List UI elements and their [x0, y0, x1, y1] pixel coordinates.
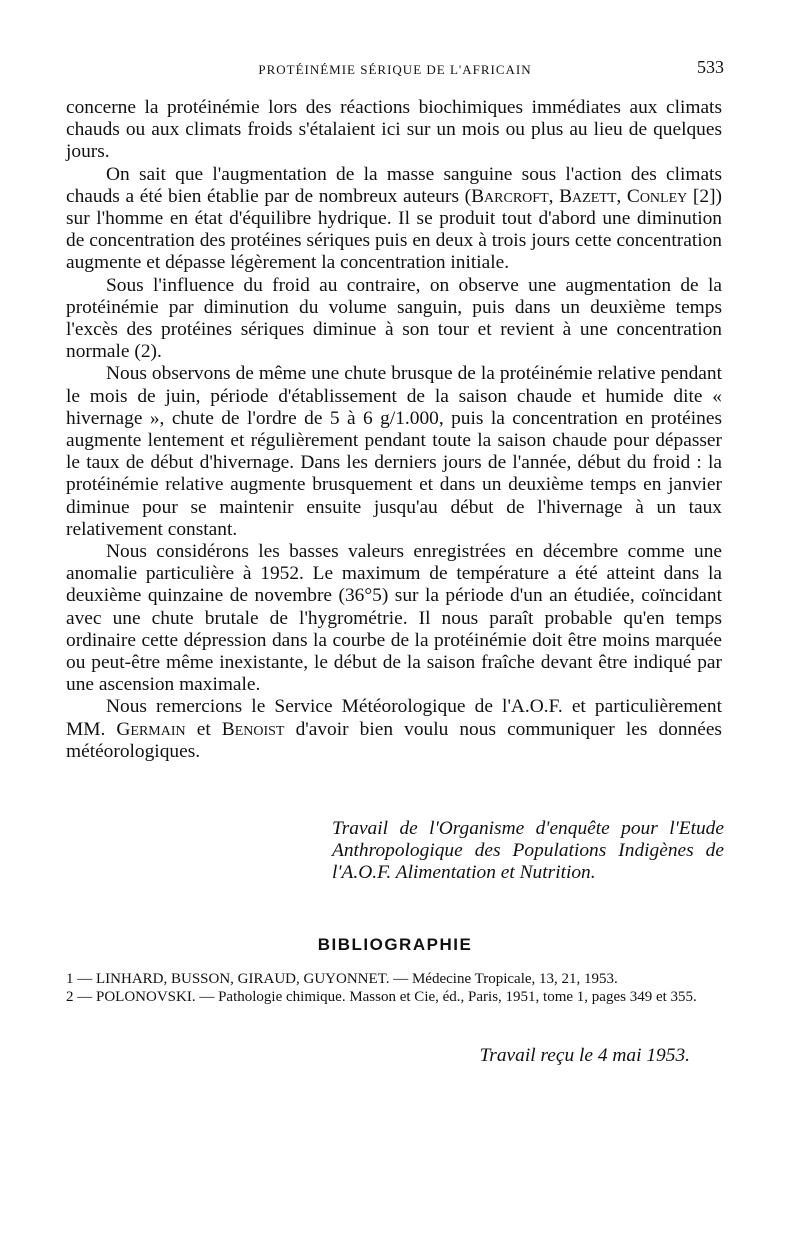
paragraph [66, 275, 722, 364]
paragraph [66, 696, 722, 763]
paragraph [66, 97, 722, 164]
received-date: Travail reçu le 4 mai 1953. [479, 1045, 690, 1066]
bibliography-title: BIBLIOGRAPHIE [317, 935, 473, 954]
body-text [66, 97, 722, 763]
paragraph [66, 363, 722, 541]
running-head: PROTÉINÉMIE SÉRIQUE DE L'AFRICAIN [258, 62, 532, 77]
author-name: Barcroft [471, 185, 549, 207]
text-run: concerne la protéinémie lors des réactions biochimiques immédiates aux climats chauds ou aux climats froids s'étalaient ici sur un mois ou plus au lieu de quelques jours. [66, 97, 722, 163]
author-name: Benoist [221, 718, 285, 740]
author-credit: Travail de l'Organisme d'enquête pour l'Etude Anthropologique des Populations Indigènes de l'A.O.F. Alimentation et Nutrition. [332, 818, 724, 884]
text-run: On sait que l'augmentation de la masse sanguine sous l'action des climats chauds a été bien établie par de nombreux auteurs ( [66, 163, 722, 207]
text-run: et [185, 718, 222, 740]
bibliography-list [66, 970, 722, 1006]
author-name: Conley [626, 185, 688, 207]
bibliography-entry: 1 — LINHARD, BUSSON, GIRAUD, GUYONNET. — Médecine Tropicale, 13, 21, 1953. [66, 971, 618, 987]
text-run: , [548, 185, 560, 207]
author-name: Bazett [559, 185, 617, 207]
text-run: [2]) sur l'homme en état d'équilibre hydrique. Il se produit tout d'abord une diminution de concentration des protéines sériques puis en deux à trois jours cette concentration augmente et dépasse légèrement la concentration initiale. [66, 185, 722, 274]
author-name: Germain [116, 718, 186, 740]
text-run: Nous considérons les basses valeurs enregistrées en décembre comme une anomalie particulière à 1952. Le maximum de température a été atteint dans la deuxième quinzaine de novembre (36°5) sur la période d'un an étudiée, coïncidant avec une chute brutale de l'hygrométrie. Il nous paraît probable qu'en temps ordinaire cette dépression dans la courbe de la protéinémie doit être moins marquée ou peut-être même inexistante, le début de la saison fraîche devant être indiqué par une ascension maximale. [66, 541, 722, 696]
text-run: Nous observons de même une chute brusque de la protéinémie relative pendant le mois de juin, période d'établissement de la saison chaude et humide dite « hivernage », chute de l'ordre de 5 à 6 g/1.000, puis la concentration en protéines augmente lentement et régulièrement pendant toute la saison chaude pour dépasser le taux de début d'hivernage. Dans les derniers jours de l'année, début du froid : la protéinémie relative augmente brusquement et dans un deuxième temps en janvier diminue pour se maintenir ensuite jusqu'au début de l'hivernage à un taux relativement constant. [66, 363, 722, 540]
paragraph [66, 541, 722, 696]
text-run: , [616, 185, 627, 207]
bibliography-entry: 2 — POLONOVSKI. — Pathologie chimique. Masson et Cie, éd., Paris, 1951, tome 1, pages 349 et 355. [66, 989, 697, 1005]
text-run: Nous remercions le Service Météorologique de l'A.O.F. et particulièrement MM. [66, 696, 722, 740]
text-run: d'avoir bien voulu nous communiquer les données météorologiques. [66, 718, 722, 762]
text-run: Sous l'influence du froid au contraire, on observe une augmentation de la protéinémie par diminution du volume sanguin, puis dans un deuxième temps l'excès des protéines sériques diminue à son tour et revient à une concentration normale (2). [66, 274, 722, 363]
page-number: 533 [697, 57, 724, 77]
paragraph [66, 164, 722, 275]
